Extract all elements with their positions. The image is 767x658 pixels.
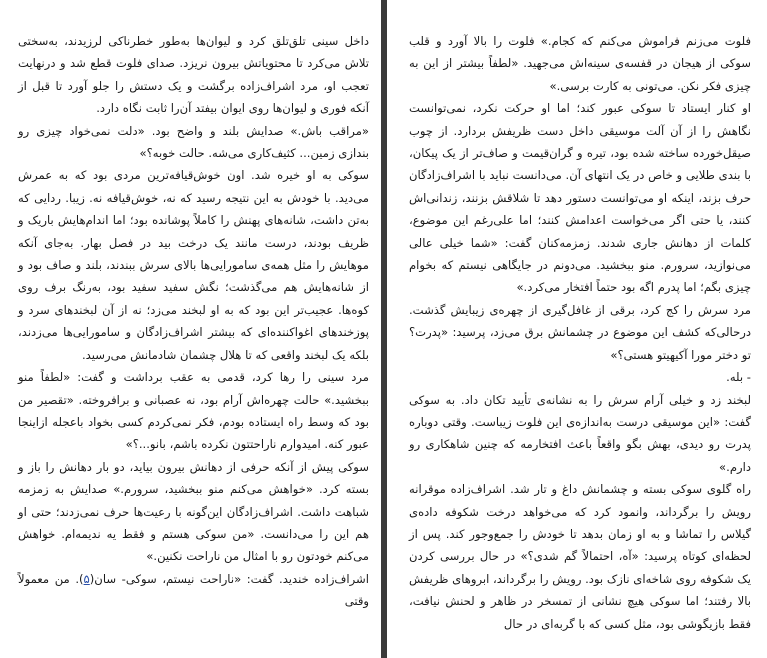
paragraph: راه گلوی سوکی بسته و چشمانش داغ و تار شد. اشراف‌زاده موقرانه رویش را برگرداند، وانمود کرد که می‌خواهد درخت شکوفه داده‌ی گیلاس را تماشا و به او زمان بدهد تا خودش را جمع‌وجور کند. پس از لحظه‌ای کوتاه پرسید: «آه، احتمالاً گم شدی؟» در حال بررسی کردن یک شکوفه روی شاخه‌ای نازک بود. رویش را برگرداند، ابروهای ظریفش بالا رفتند؛ اما سوکی هیچ نشانی از تمسخر در ظاهر و لحنش نیافت، فقط بازیگوشی بود، مثل کسی که با گربه‌ای در حال [409,482,751,631]
paragraph: فلوت می‌زنم فراموش می‌کنم که کجام.» فلوت را بالا آورد و قلب سوکی از هیجان در قفسه‌ی سینه‌اش می‌جهید. «لطفاً بیشتر از این به چیزی فکر نکن. می‌تونی به کارت برسی.» [409,34,751,93]
book-gutter [381,0,387,658]
paragraph: او کنار ایستاد تا سوکی عبور کند؛ اما او حرکت نکرد، نمی‌توانست نگاهش را از آن آلت موسیقی داخل دست ظریفش بردارد. از چوب صیقل‌خورده ساخته شده بود، تیره و گران‌قیمت و صاف‌تر از یک پیکان، با بندی طلایی و خاص در یک انتهای آن. می‌دانست نباید با اشراف‌زادگان حرف بزند، اینکه او می‌توانست دستور دهد تا شلاقش بزنند، زندانی‌اش کنند، یا حتی اگر می‌خواست اعدامش کنند؛ اما علی‌رغم این موضوع، کلمات از دهانش جاری شدند. زمزمه‌کنان گفت: «شما خیلی عالی می‌نوازید، سرورم. منو ببخشید. می‌دونم در جایگاهی نیستم که بخوام چیزی بگم؛ اما پدرم اگه بود حتماً افتخار می‌کرد.» [409,101,751,295]
paragraph: مرد سینی را رها کرد، قدمی به عقب برداشت و گفت: «لطفاً منو ببخشید.» حالت چهره‌اش آرام بود، نه عصبانی و برافروخته. «تقصیر من بود که وسط راه ایستاده بودم، فکر نمی‌کردم کسی بخواد باعجله ازاینجا عبور کنه. امیدوارم ناراحتتون نکرده باشم، بانو...؟» [18,370,369,452]
paragraph: لبخند زد و خیلی آرام سرش را به نشانه‌ی تأیید تکان داد. به سوکی گفت: «این موسیقی درست به‌اندازه‌ی این فلوت زیباست. وقتی دوباره پدرت رو دیدی، بهش بگو واقعاً باعث افتخارمه که چنین شاهکاری رو دارم.» [409,392,751,474]
paragraph: مرد سرش را کج کرد، برقی از غافل‌گیری از چهره‌ی زیبایش گذشت. درحالی‌که کشف این موضوع در چشمانش برق می‌زد، پرسید: «پدرت؟ تو دختر مورا آکیهیتو هستی؟» [409,302,751,362]
footnote-link[interactable]: ۵ [83,571,90,586]
right-page [409,30,751,635]
paragraph: سوکی به او خیره شد. اون خوش‌قیافه‌ترین مردی بود که به عمرش می‌دید. با خودش به این نتیجه رسید که نه، خوش‌قیافه نه. زیبا. ردایی که به‌تن داشت، شانه‌های پهنش را کاملاً پوشانده بود؛ اما اندام‌هایش باریک و ظریف بودند، درست مانند یک درخت بید در فصل بهار. به‌جای آنکه موهایش را مثل همه‌ی سامورایی‌ها بالای سرش ببندند، بلند و صاف بود و از شانه‌هایش هم می‌گذشت؛ نگش سفید سفید بود، به‌رنگ برف روی کوه‌ها. عجیب‌تر این بود که به او لبخند می‌زد؛ نه از آن لبخندهای سرد و پوزخندهای اغواکننده‌ای که بیشتر اشراف‌زادگان و سامورایی‌ها می‌زدند، بلکه یک لبخند واقعی که تا هلال چشمان شادمانش می‌رسید. [18,168,369,362]
paragraph: سوکی پیش از آنکه حرفی از دهانش بیرون بیاید، دو بار دهانش را باز و بسته کرد. «خواهش می‌کنم منو ببخشید، سرورم.» صدایش به زمزمه شباهت داشت. اشراف‌زادگان این‌گونه با رعیت‌ها حرف نمی‌زدند؛ حتی او هم این را می‌دانست. «من سوکی هستم و فقط یه ندیمه‌ام. خواهش می‌کنم خودتون رو با امثال من ناراحت نکنین.» [18,459,369,564]
paragraph: - بله. [726,370,751,385]
last-paragraph [18,568,369,613]
text-after-footnote: ). من معمولاً وقتی [18,571,369,609]
left-page [18,30,369,613]
text-before-footnote: اشراف‌زاده خندید. گفت: «ناراحت نیستم، سوکی- سان( [89,571,369,586]
paragraph: داخل سینی تلق‌تلق کرد و لیوان‌ها به‌طور خطرناکی لرزیدند، به‌سختی تلاش می‌کرد تا محتویاتش بیرون نریزد. صدای فلوت قطع شد و درنهایت تعجب او، مرد اشراف‌زاده برگشت و یک دستش را جلو آورد تا قبل از آنکه فوری و لیوان‌ها روی ایوان بیفتد آن‌را ثابت نگاه دارد. [18,34,369,116]
paragraph: «مراقب باش.» صدایش بلند و واضح بود. «دلت نمی‌خواد چیزی رو بندازی زمین... کثیف‌کاری می‌شه. حالت خوبه؟» [18,123,369,161]
